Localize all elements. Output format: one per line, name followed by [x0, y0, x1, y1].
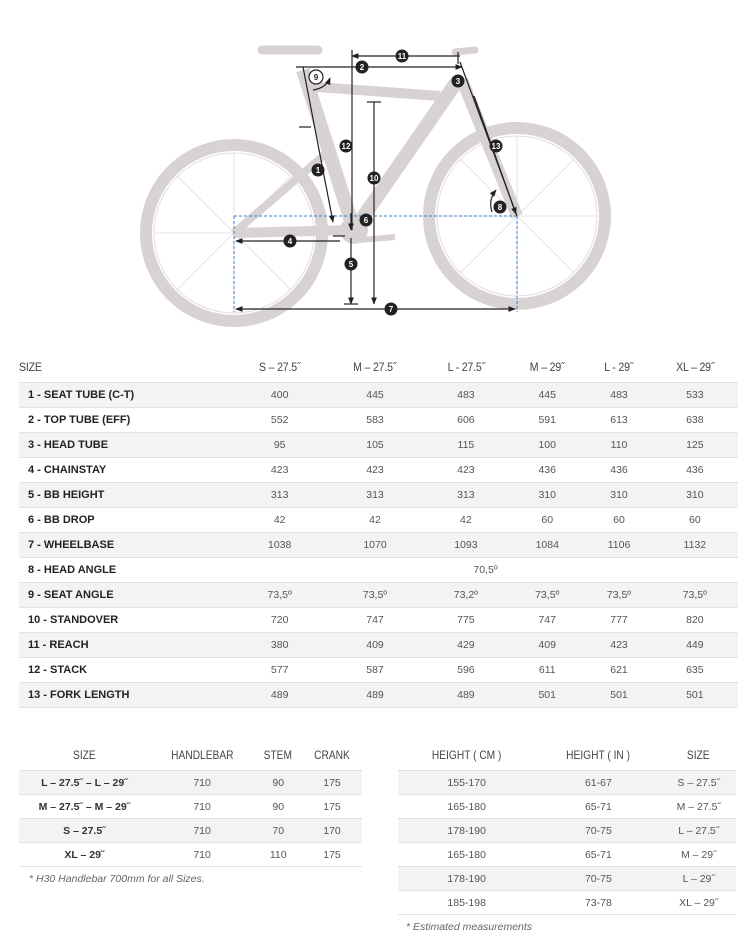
geometry-cell: 533: [652, 383, 738, 408]
geometry-row-label: 8 - HEAD ANGLE: [19, 558, 233, 583]
size-column-header: M – 29˝: [529, 360, 565, 374]
components-cell: 90: [254, 771, 302, 795]
components-cell: 710: [150, 771, 255, 795]
components-row: [19, 843, 362, 867]
size-column-header: XL – 29˝: [675, 360, 714, 374]
geometry-cell: 445: [508, 383, 586, 408]
geometry-row-label: 7 - WHEELBASE: [19, 533, 233, 558]
components-cell: 175: [302, 843, 362, 867]
geometry-cell: 501: [652, 683, 738, 708]
estimate-note: * Estimated measurements: [406, 921, 533, 933]
components-cell: M – 27.5˝ – M – 29˝: [19, 795, 150, 819]
rider-height-table: [398, 740, 736, 915]
geometry-row-label: 4 - CHAINSTAY: [19, 458, 233, 483]
geometry-cell: 409: [326, 633, 423, 658]
geometry-cell: 489: [326, 683, 423, 708]
geometry-cell: 60: [508, 508, 586, 533]
geometry-cell: 621: [586, 658, 651, 683]
geometry-row: [19, 558, 738, 583]
fit-row: [398, 819, 736, 843]
fit-row: [398, 795, 736, 819]
components-column-header: STEM: [264, 748, 293, 762]
geometry-cell: 423: [586, 633, 651, 658]
geometry-table: [19, 352, 738, 708]
fit-cell: 65-71: [535, 843, 661, 867]
marker-8: [494, 201, 507, 214]
geometry-row: [19, 583, 738, 608]
marker-6: [360, 214, 373, 227]
geometry-cell: 125: [652, 433, 738, 458]
svg-text:5: 5: [348, 260, 354, 269]
components-row: [19, 795, 362, 819]
geometry-cell: 820: [652, 608, 738, 633]
geometry-cell: 436: [652, 458, 738, 483]
svg-text:10: 10: [369, 174, 379, 183]
size-column-header: L - 29˝: [604, 360, 634, 374]
geometry-cell: 1106: [586, 533, 651, 558]
geometry-row-label: 12 - STACK: [19, 658, 233, 683]
components-column-header: HANDLEBAR: [170, 748, 234, 762]
geometry-row: [19, 508, 738, 533]
geometry-cell: 105: [326, 433, 423, 458]
geometry-cell: 115: [424, 433, 508, 458]
components-cell: 175: [302, 771, 362, 795]
fit-cell: 73-78: [535, 891, 661, 915]
svg-text:9: 9: [313, 73, 319, 82]
bike-geometry-diagram: [0, 0, 753, 340]
geometry-cell: 310: [508, 483, 586, 508]
geometry-row: [19, 408, 738, 433]
fit-cell: 61-67: [535, 771, 661, 795]
geometry-row-label: 11 - REACH: [19, 633, 233, 658]
geometry-cell: 60: [586, 508, 651, 533]
svg-text:1: 1: [315, 166, 321, 175]
geometry-row-label: 6 - BB DROP: [19, 508, 233, 533]
geometry-cell: 635: [652, 658, 738, 683]
geometry-cell: 483: [424, 383, 508, 408]
fit-column-header: HEIGHT ( CM ): [431, 748, 502, 762]
fit-cell: 165-180: [398, 795, 535, 819]
fit-cell: M – 29˝: [661, 843, 736, 867]
svg-text:12: 12: [341, 142, 351, 151]
fit-cell: 165-180: [398, 843, 535, 867]
components-cell: 710: [150, 843, 255, 867]
components-row: [19, 771, 362, 795]
geometry-cell: 310: [652, 483, 738, 508]
geometry-cell: 95: [233, 433, 326, 458]
components-row: [19, 819, 362, 843]
fit-cell: 178-190: [398, 819, 535, 843]
geometry-row: [19, 633, 738, 658]
geometry-cell: 591: [508, 408, 586, 433]
geometry-cell: 552: [233, 408, 326, 433]
geometry-cell: 1084: [508, 533, 586, 558]
geometry-cell: 583: [326, 408, 423, 433]
components-table: [19, 740, 362, 867]
geometry-row: [19, 683, 738, 708]
geometry-cell: 489: [424, 683, 508, 708]
fit-cell: 185-198: [398, 891, 535, 915]
geometry-cell: 60: [652, 508, 738, 533]
geometry-row: [19, 458, 738, 483]
fit-row: [398, 843, 736, 867]
svg-text:6: 6: [363, 216, 369, 225]
components-cell: 170: [302, 819, 362, 843]
geometry-cell: 42: [233, 508, 326, 533]
geometry-cell: 423: [326, 458, 423, 483]
svg-text:8: 8: [497, 203, 503, 212]
geometry-row-label: 9 - SEAT ANGLE: [19, 583, 233, 608]
components-cell: S – 27.5˝: [19, 819, 150, 843]
geometry-cell: 483: [586, 383, 651, 408]
geometry-cell: 1132: [652, 533, 738, 558]
geometry-row: [19, 433, 738, 458]
geometry-cell: 1038: [233, 533, 326, 558]
marker-13: [490, 140, 503, 153]
geometry-cell: 423: [424, 458, 508, 483]
fit-cell: L – 29˝: [661, 867, 736, 891]
fit-row: [398, 771, 736, 795]
geometry-cell: 720: [233, 608, 326, 633]
geometry-row: [19, 608, 738, 633]
marker-7: [385, 303, 398, 316]
geometry-cell: 313: [424, 483, 508, 508]
geometry-cell: 747: [508, 608, 586, 633]
geometry-cell: 501: [508, 683, 586, 708]
geometry-cell: 613: [586, 408, 651, 433]
marker-12: [340, 140, 353, 153]
size-column-header: S – 27.5˝: [259, 360, 301, 374]
geometry-cell: 611: [508, 658, 586, 683]
components-column-header: SIZE: [73, 748, 96, 762]
geometry-cell: 638: [652, 408, 738, 433]
components-cell: 175: [302, 795, 362, 819]
marker-4: [284, 235, 297, 248]
geometry-row: [19, 533, 738, 558]
fit-cell: 70-75: [535, 867, 661, 891]
fit-cell: 155-170: [398, 771, 535, 795]
fit-cell: 65-71: [535, 795, 661, 819]
geometry-row: [19, 483, 738, 508]
marker-10: [368, 172, 381, 185]
geometry-row-label: 10 - STANDOVER: [19, 608, 233, 633]
geometry-cell: 1093: [424, 533, 508, 558]
geometry-cell: 73,5º: [586, 583, 651, 608]
marker-2: [356, 61, 369, 74]
geometry-cell: 42: [326, 508, 423, 533]
fit-row: [398, 891, 736, 915]
geometry-row-label: 13 - FORK LENGTH: [19, 683, 233, 708]
geometry-cell: 777: [586, 608, 651, 633]
geometry-cell: 501: [586, 683, 651, 708]
fit-cell: S – 27.5˝: [661, 771, 736, 795]
marker-1: [312, 164, 325, 177]
geometry-cell: 436: [508, 458, 586, 483]
geometry-cell: 445: [326, 383, 423, 408]
svg-text:2: 2: [359, 63, 365, 72]
geometry-cell: 73,5º: [508, 583, 586, 608]
geometry-row-label: 5 - BB HEIGHT: [19, 483, 233, 508]
fit-cell: 178-190: [398, 867, 535, 891]
geometry-cell: 409: [508, 633, 586, 658]
fit-column-header: HEIGHT ( IN ): [566, 748, 631, 762]
geometry-cell: 400: [233, 383, 326, 408]
components-cell: 110: [254, 843, 302, 867]
geometry-cell: 489: [233, 683, 326, 708]
geometry-row-label: 3 - HEAD TUBE: [19, 433, 233, 458]
svg-text:4: 4: [287, 237, 293, 246]
fit-cell: 70-75: [535, 819, 661, 843]
marker-3: [452, 75, 465, 88]
geometry-row: [19, 658, 738, 683]
marker-9: [309, 70, 323, 84]
fit-cell: M – 27.5˝: [661, 795, 736, 819]
fit-header-row: [398, 740, 736, 771]
svg-text:11: 11: [397, 52, 407, 61]
fit-cell: L – 27.5˝: [661, 819, 736, 843]
geometry-cell: 449: [652, 633, 738, 658]
geometry-cell: 42: [424, 508, 508, 533]
geometry-cell: 100: [508, 433, 586, 458]
marker-11: [396, 50, 409, 63]
marker-5: [345, 258, 358, 271]
geometry-cell: 1070: [326, 533, 423, 558]
size-column-header: M – 27.5˝: [353, 360, 397, 374]
components-cell: 710: [150, 819, 255, 843]
geometry-cell: 577: [233, 658, 326, 683]
geometry-cell: 70,5º: [233, 558, 738, 583]
geometry-cell: 596: [424, 658, 508, 683]
geometry-cell: 73,2º: [424, 583, 508, 608]
fit-cell: XL – 29˝: [661, 891, 736, 915]
geometry-cell: 775: [424, 608, 508, 633]
geometry-cell: 110: [586, 433, 651, 458]
size-column-header: SIZE: [19, 360, 42, 374]
geometry-cell: 436: [586, 458, 651, 483]
svg-text:13: 13: [491, 142, 501, 151]
components-cell: L – 27.5˝ – L – 29˝: [19, 771, 150, 795]
components-cell: XL – 29˝: [19, 843, 150, 867]
fit-column-header: SIZE: [687, 748, 711, 762]
geometry-cell: 310: [586, 483, 651, 508]
geometry-cell: 423: [233, 458, 326, 483]
geometry-cell: 747: [326, 608, 423, 633]
geometry-row-label: 2 - TOP TUBE (EFF): [19, 408, 233, 433]
components-cell: 710: [150, 795, 255, 819]
geometry-cell: 313: [326, 483, 423, 508]
geometry-header-row: [19, 352, 738, 383]
geometry-cell: 73,5º: [326, 583, 423, 608]
geometry-cell: 380: [233, 633, 326, 658]
geometry-cell: 73,5º: [233, 583, 326, 608]
size-column-header: L - 27.5˝: [447, 360, 485, 374]
geometry-cell: 606: [424, 408, 508, 433]
geometry-cell: 429: [424, 633, 508, 658]
components-cell: 90: [254, 795, 302, 819]
geometry-cell: 587: [326, 658, 423, 683]
svg-text:3: 3: [455, 77, 461, 86]
geometry-cell: 73,5º: [652, 583, 738, 608]
geometry-row-label: 1 - SEAT TUBE (C-T): [19, 383, 233, 408]
components-column-header: CRANK: [314, 748, 350, 762]
geometry-row: [19, 383, 738, 408]
geometry-cell: 313: [233, 483, 326, 508]
handlebar-note: * H30 Handlebar 700mm for all Sizes.: [29, 873, 205, 885]
components-cell: 70: [254, 819, 302, 843]
bike-silhouette: [146, 50, 605, 321]
fit-row: [398, 867, 736, 891]
svg-text:7: 7: [388, 305, 394, 314]
components-header-row: [19, 740, 362, 771]
